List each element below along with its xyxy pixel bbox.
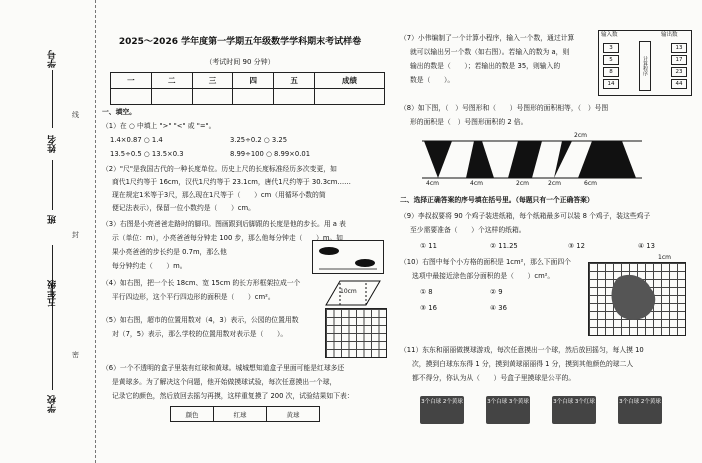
ball-table <box>170 406 320 422</box>
q9-option: ① 11 <box>420 242 437 250</box>
program-output: 17 <box>671 55 687 65</box>
q10-line: 选项中最接近涂色部分面积的是（ ）cm²。 <box>412 272 555 280</box>
q7-line: （7）小伟编制了一个计算小程序，输入一个数，通过计算 <box>400 34 575 42</box>
q10-line: （10）右图中每个小方格的面积是 1cm²，那么下面四个 <box>400 258 571 266</box>
ball-box: 3个白球 2个黄球 <box>420 396 464 424</box>
program-output: 23 <box>671 67 687 77</box>
parallelogram-label: 10cm <box>340 288 357 295</box>
q5-line: （5）如右图，超市的位置用数对（4，3）表示，公园的位置用数 <box>102 316 299 324</box>
score-col: 五 <box>274 73 315 89</box>
q1-item: 8.99÷100 ○ 8.99×0.01 <box>230 150 311 158</box>
class-line <box>52 160 53 210</box>
ball-table-header: 红球 <box>214 407 267 422</box>
score-col: 成绩 <box>314 73 384 89</box>
q10-option: ④ 36 <box>490 304 507 312</box>
q8-bottom-label: 4cm <box>426 180 439 187</box>
q3-line: 每分钟约走（ ）m。 <box>112 262 187 270</box>
q3-line: 果小亮爸爸的步长约是 0.7m，那么他 <box>112 248 227 256</box>
q9-option: ④ 13 <box>638 242 655 250</box>
q2-line: 便记法表示），保留一位小数约是（ ）cm。 <box>112 204 255 212</box>
exam-time: （考试时间 90 分钟） <box>205 58 275 66</box>
q10-option: ① 8 <box>420 288 433 296</box>
q8-bottom-label: 4cm <box>470 180 483 187</box>
footprint-icon <box>313 241 383 273</box>
footprint-figure <box>312 240 384 274</box>
ball-box: 3个白球 3个红球 <box>552 396 596 424</box>
score-col: 二 <box>151 73 192 89</box>
q2-line: 现在规定1米等于3尺，那么现在1尺等于（ ）cm（用循环小数的简 <box>112 191 326 199</box>
secret-label: 密 <box>72 351 79 359</box>
coordinate-grid <box>325 308 387 358</box>
score-col: 四 <box>233 73 274 89</box>
grade-label: 五年级 <box>48 280 58 307</box>
q1-item: 13.5÷0.5 ○ 13.5×0.3 <box>110 150 184 158</box>
shapes-figure <box>422 140 642 180</box>
q10-option: ③ 16 <box>420 304 437 312</box>
q11-line: （11）东东和丽丽做摸球游戏，每次任意摸出一个球，然后放回摇匀，每人摸 10 <box>400 346 644 354</box>
q9-line: 至少需要准备（ ）个这样的纸箱。 <box>410 226 526 234</box>
score-col: 三 <box>192 73 233 89</box>
q6-line: 是黄球多。为了解决这个问题，他开始做摸球试验，每次任意摸出一个球， <box>112 378 337 386</box>
q4-line: （4）如右图，把一个长 18cm、宽 15cm 的长方形框架拉成一个 <box>102 279 301 287</box>
seal-label: 封 <box>72 231 79 239</box>
program-box: 计算程序 <box>639 41 651 91</box>
ball-table-header: 黄球 <box>267 407 320 422</box>
number-label: 学号 <box>48 50 58 68</box>
name-line <box>52 70 53 128</box>
program-out-label: 输出数 <box>661 32 678 38</box>
score-table <box>110 72 385 105</box>
left-column <box>100 0 390 463</box>
q2-line: （2）"尺"是我国古代的一种长度单位。历史上尺的长度标准经历多次变更，如 <box>102 165 337 173</box>
section-2-heading: 二、选择正确答案的序号填在括号里。（每题只有一个正确答案） <box>400 196 594 204</box>
school-line <box>52 245 53 390</box>
right-column <box>398 0 698 463</box>
q8-bottom-label: 2cm <box>548 180 561 187</box>
program-input: 3 <box>603 43 619 53</box>
school-label: 学校 <box>48 395 58 413</box>
q8-top-label: 2cm <box>574 132 587 139</box>
q8-line: （8）如下图，（ ）号图形和（ ）号图形的面积相等，（ ）号图 <box>400 104 609 112</box>
q11-line: 次，摸到白球东东得 1 分，摸到黄球丽丽得 1 分，摸到其他颜色的球二人 <box>412 360 634 368</box>
q8-bottom-label: 2cm <box>516 180 529 187</box>
program-in-label: 输入数 <box>601 32 618 38</box>
program-diagram <box>598 30 692 96</box>
cut-line-label: 线 <box>72 111 79 119</box>
ball-box: 3个白球 2个黄球 <box>618 396 662 424</box>
q9-line: （9）李叔叔要将 90 个鸡子装进纸箱，每个纸箱最多可以装 8 个鸡子，装这些鸡子 <box>400 212 651 220</box>
program-input: 5 <box>603 55 619 65</box>
q5-line: 对（7，5）表示，那么学校的位置用数对表示是（ ）。 <box>112 330 288 338</box>
q7-line: 数是（ ）。 <box>410 76 455 84</box>
q6-line: （6）一个不透明的盒子里装有红球和黄球。城城想知道盒子里面可能是红球多还 <box>102 364 345 372</box>
q11-line: 都不得分，你认为从（ ）号盒子里摸球是公平的。 <box>412 374 576 382</box>
q9-option: ② 11.25 <box>490 242 518 250</box>
q3-line: （3）右图是小亮爸爸走路时的脚印。图画跟到后脚跟的长度是他的步长。用 a 表 <box>102 220 346 228</box>
q2-line: 商代1尺约等于 16cm，汉代1尺约等于 23.1cm，唐代1尺约等于 30.3cm…… <box>112 178 351 186</box>
name-label: 姓名 <box>48 135 58 153</box>
program-input: 8 <box>603 67 619 77</box>
binding-strip <box>0 0 96 463</box>
q8-line: 形的面积是（ ）号图形面积的 2 倍。 <box>410 118 528 126</box>
q4-line: 平行四边形，这个平行四边形的面积是（ ）cm²。 <box>112 293 275 301</box>
q6-line: 记录它的颜色，然后放回去摇匀再摸，这样重复摸了 200 次，试验结果如下表： <box>112 392 354 400</box>
program-output: 13 <box>671 43 687 53</box>
class-label: 班 <box>48 215 58 224</box>
q7-line: 输出的数是（ ）；若输出的数是 35，则输入的 <box>410 62 561 70</box>
program-input: 14 <box>603 79 619 89</box>
q8-bottom-label: 6cm <box>584 180 597 187</box>
q10-option: ② 9 <box>490 288 503 296</box>
score-col: 一 <box>111 73 152 89</box>
ball-table-header: 颜色 <box>171 407 214 422</box>
q9-option: ③ 12 <box>568 242 585 250</box>
q1-item: 1.4×0.87 ○ 1.4 <box>110 136 163 144</box>
ball-box: 3个白球 3个黄球 <box>486 396 530 424</box>
q7-line: 就可以输出另一个数（如右图）。若输入的数为 a，则 <box>410 48 570 56</box>
area-grid <box>588 262 686 336</box>
program-output: 44 <box>671 79 687 89</box>
shaded-region <box>589 263 685 335</box>
section-1-heading: 一、填空。 <box>102 108 136 116</box>
grid-unit-label: 1cm <box>658 254 671 261</box>
q3-line: 示（单位：m），小亮爸爸每分钟走 100 步，那么他每分钟走（ ）m。如 <box>112 234 344 242</box>
exam-title: 2025～2026 学年度第一学期五年级数学学科期末考试样卷 <box>118 37 362 47</box>
q1-item: 3.25÷0.2 ○ 3.25 <box>230 136 288 144</box>
q1-text: （1）在 ○ 中填上 ">" "<" 或 "="。 <box>102 122 216 130</box>
